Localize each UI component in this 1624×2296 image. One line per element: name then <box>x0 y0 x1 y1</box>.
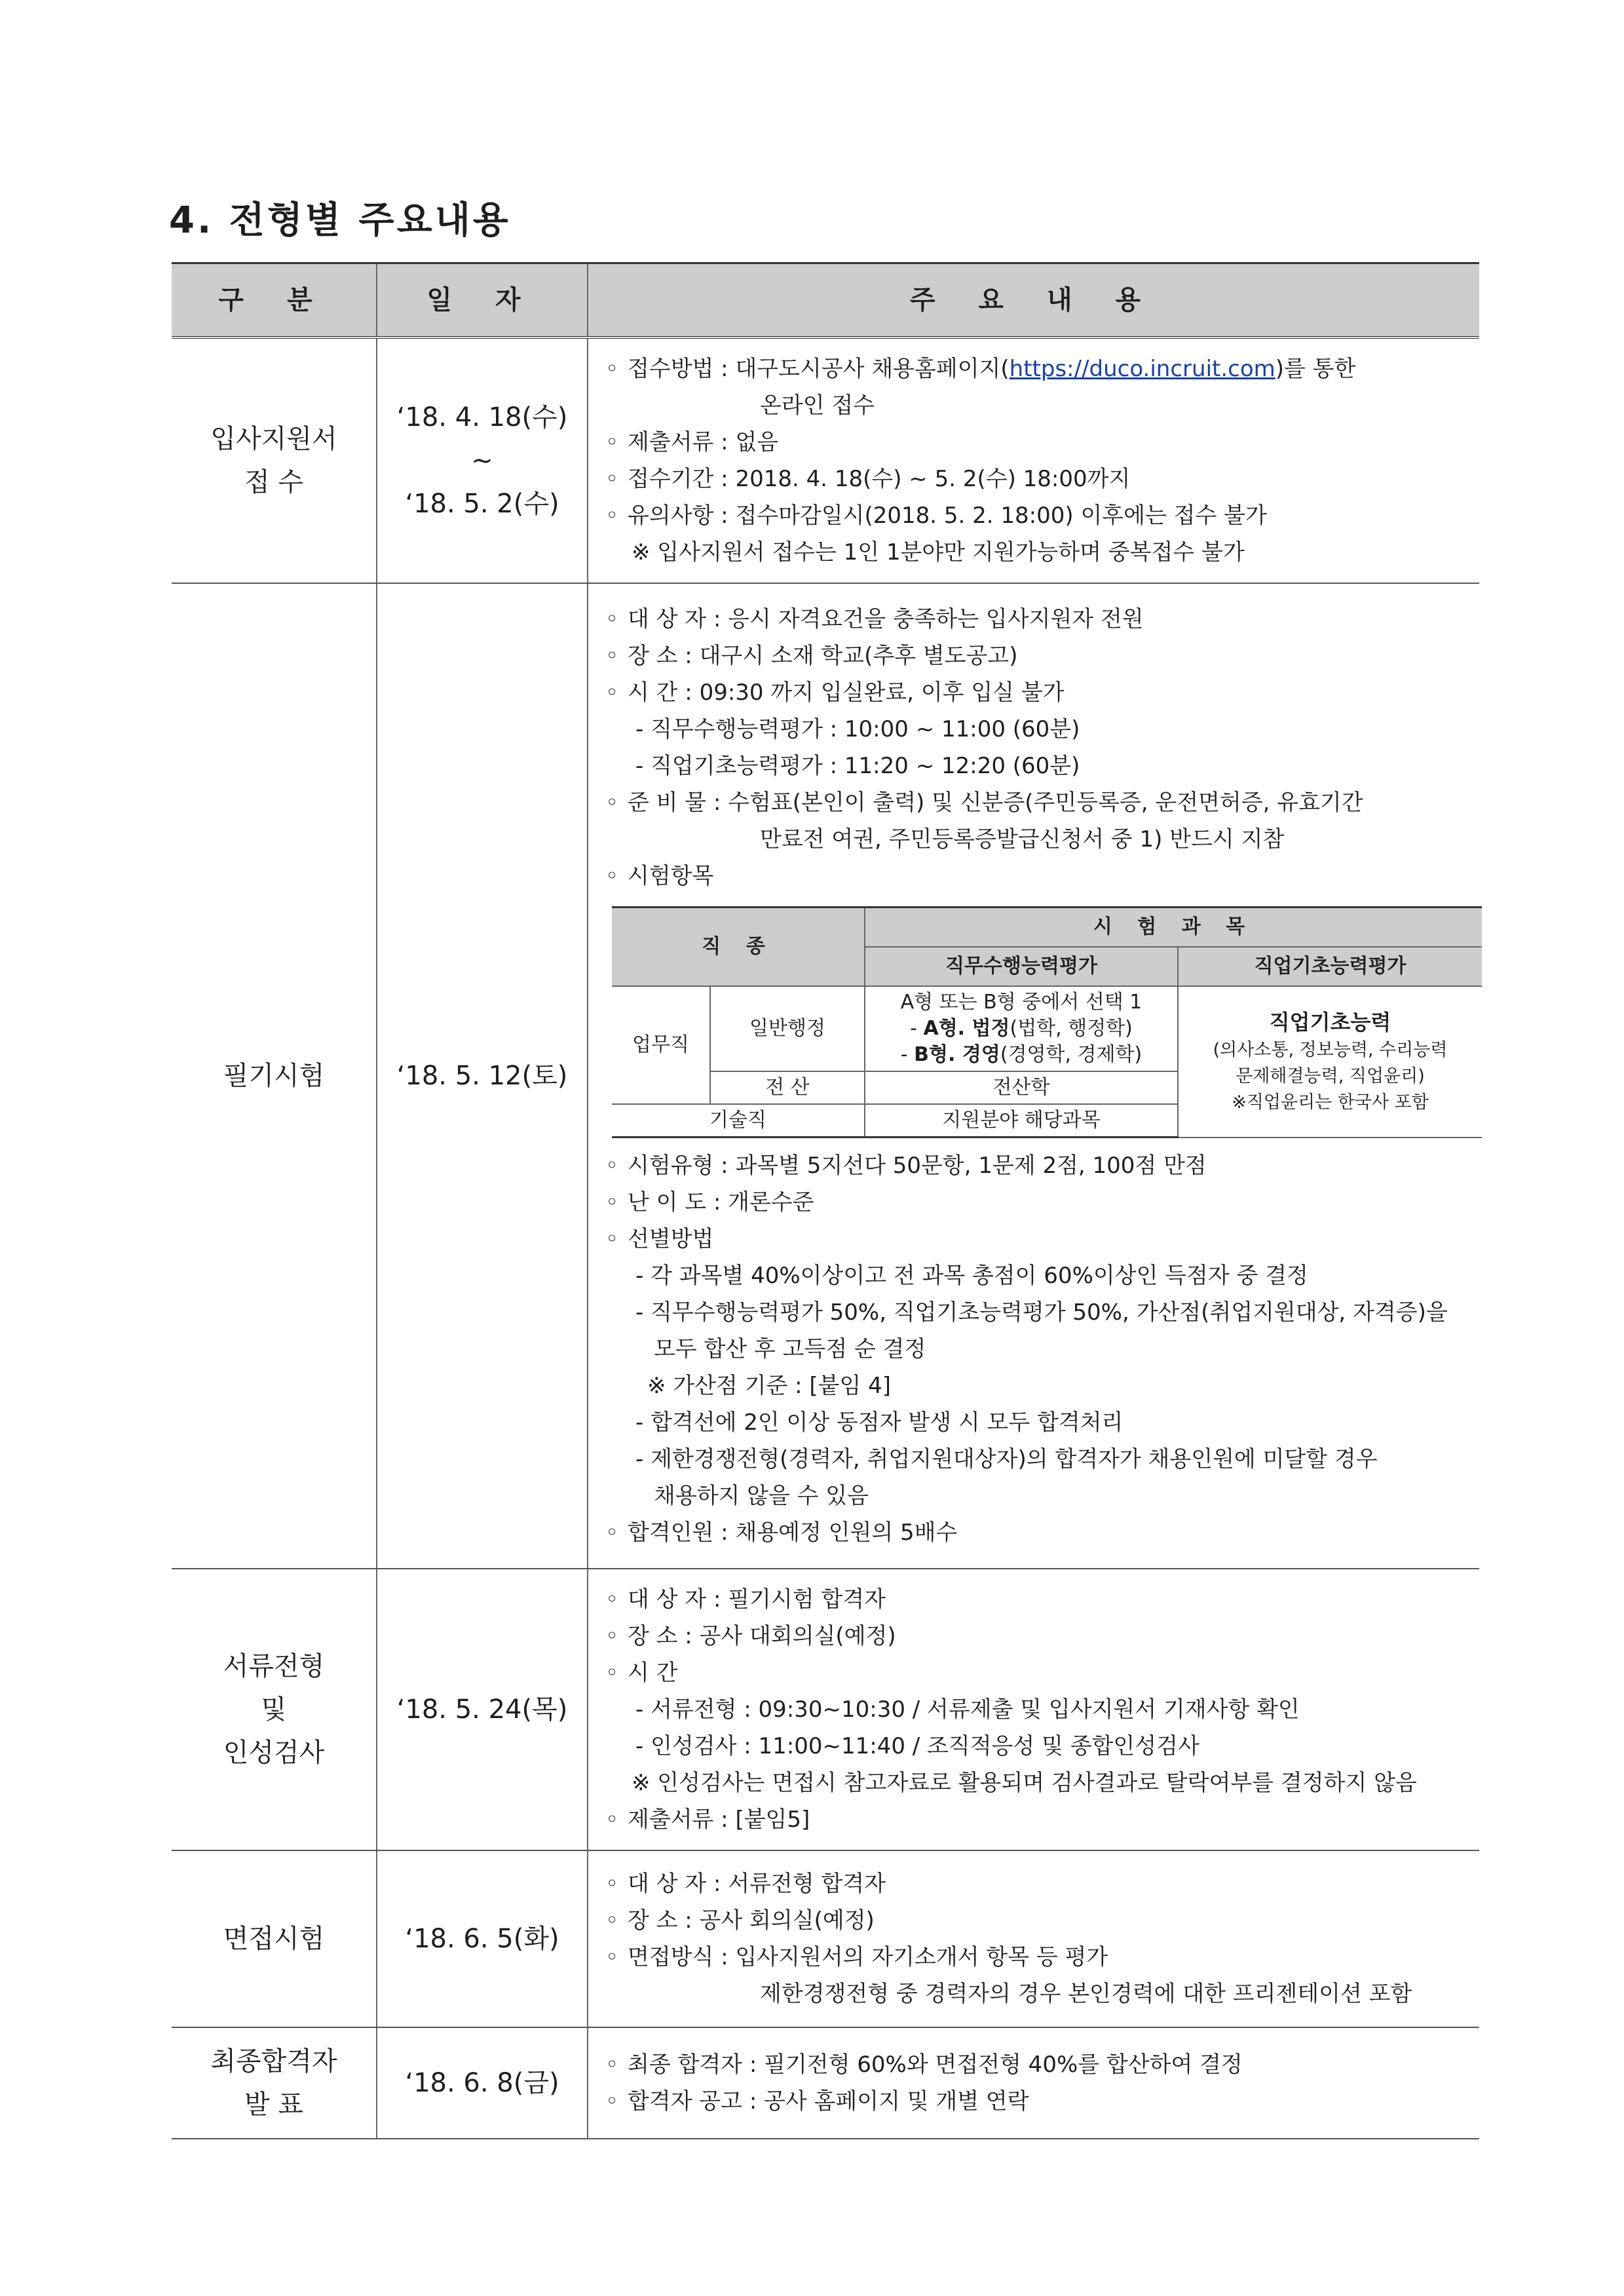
bullet-icon: ◦ <box>605 1871 619 1897</box>
exam-basic-title: 직업기초능력 <box>1269 1010 1391 1035</box>
date-text: ‘18. 5. 24(목) <box>396 1694 568 1725</box>
exam-type-b: B형. 경영 <box>914 1043 1000 1066</box>
exam-header-basic: 직업기초능력평가 <box>1178 947 1482 986</box>
content-line: 대 상 자 : 필기시험 합격자 <box>628 1586 886 1613</box>
category-text: 필기시험 <box>223 1061 325 1091</box>
bullet-icon: ◦ <box>605 1623 619 1649</box>
exam-computer-job: 전 산 <box>710 1071 865 1104</box>
content-line: 장 소 : 공사 대회의실(예정) <box>628 1623 896 1649</box>
date-text: ‘18. 6. 5(화) <box>405 1924 559 1954</box>
content-line: 최종 합격자 : 필기전형 60%와 면접전형 40%를 합산하여 결정 <box>628 2052 1243 2078</box>
bullet-icon: ◦ <box>605 679 619 706</box>
exam-type-b-detail: (경영학, 경제학) <box>1000 1043 1142 1066</box>
content-line: 제출서류 : [붙임5] <box>628 1807 810 1833</box>
bullet-icon: ◦ <box>605 1660 619 1686</box>
content-line: 채용하지 않을 수 있음 <box>654 1483 869 1509</box>
content-line: - 합격선에 2인 이상 동점자 발생 시 모두 합격처리 <box>635 1409 1124 1436</box>
bullet-icon: ◦ <box>605 1189 619 1215</box>
exam-general-subjects: A형 또는 B형 중에서 선택 1 - A형. 법정(법학, 행정학) - B형. 경영(경영학, 경제학) <box>865 986 1178 1071</box>
exam-header-duty: 직무수행능력평가 <box>865 947 1178 986</box>
exam-computer-subject: 전산학 <box>865 1071 1178 1104</box>
bullet-icon: ◦ <box>605 466 619 492</box>
date-cell <box>377 1569 588 1850</box>
content-line: 합격인원 : 채용예정 인원의 5배수 <box>628 1520 958 1546</box>
header-content: 주 요 내 용 <box>588 263 1479 338</box>
bullet-icon: ◦ <box>605 606 619 632</box>
bullet-icon: ◦ <box>605 1153 619 1179</box>
content-line: 면접방식 : 입사지원서의 자기소개서 항목 등 평가 <box>628 1944 1108 1970</box>
bullet-icon: ◦ <box>605 2052 619 2078</box>
category-cell <box>172 337 377 583</box>
content-line: 시험항목 <box>628 863 714 889</box>
category-text: 최종합격자 <box>210 2046 337 2076</box>
content-line: 유의사항 : 접수마감일시(2018. 5. 2. 18:00) 이후에는 접수 불가 <box>628 503 1267 529</box>
content-line: 시 간 <box>628 1660 678 1686</box>
category-text: 인성검사 <box>223 1738 325 1768</box>
exam-tech-subject: 지원분야 해당과목 <box>865 1104 1178 1138</box>
content-line: 장 소 : 공사 회의실(예정) <box>628 1907 875 1934</box>
table-header-row <box>172 263 1479 338</box>
bullet-icon: ◦ <box>605 790 619 816</box>
bullet-icon: ◦ <box>605 1907 619 1934</box>
exam-type-a-detail: (법학, 행정학) <box>1010 1017 1133 1040</box>
category-text: 서류전형 <box>223 1651 325 1681</box>
exam-basic-note: ※직업윤리는 한국사 포함 <box>1232 1092 1429 1113</box>
content-line: 난 이 도 : 개론수준 <box>628 1189 814 1215</box>
category-cell <box>172 2027 377 2139</box>
date-cell <box>377 2027 588 2139</box>
table-row-interview <box>172 1850 1479 2027</box>
note-line: ※ 인성검사는 면접시 참고자료로 활용되며 검사결과로 탈락여부를 결정하지 않음 <box>632 1770 1417 1796</box>
date-text: ~ <box>471 446 493 476</box>
header-date: 일 자 <box>377 263 588 338</box>
category-text: 면접시험 <box>223 1924 325 1954</box>
bullet-icon: ◦ <box>605 1520 619 1546</box>
bullet-icon: ◦ <box>605 863 619 889</box>
content-line: 합격자 공고 : 공사 홈페이지 및 개별 연락 <box>628 2088 1029 2114</box>
bullet-icon: ◦ <box>605 643 619 669</box>
note-line: ※ 가산점 기준 : [붙임 4] <box>647 1373 892 1399</box>
table-row-application <box>172 337 1479 583</box>
content-line: 접수방법 : 대구도시공사 채용홈페이지( <box>628 356 1010 382</box>
content-line: 시험유형 : 과목별 5지선다 50문항, 1문제 2점, 100점 만점 <box>628 1153 1207 1179</box>
exam-general-admin: 일반행정 <box>710 986 865 1071</box>
content-line: 접수기간 : 2018. 4. 18(수) ~ 5. 2(수) 18:00까지 <box>628 466 1131 492</box>
content-line: - 서류전형 : 09:30~10:30 / 서류제출 및 입사지원서 기재사항 확인 <box>635 1696 1300 1723</box>
content-line: 제출서류 : 없음 <box>628 429 779 455</box>
bullet-icon: ◦ <box>605 1586 619 1613</box>
content-line: 준 비 물 : 수험표(본인이 출력) 및 신분증(주민등록증, 운전면허증, 유효기간 <box>628 790 1363 816</box>
exam-basic-detail: (의사소통, 정보능력, 수리능력 <box>1213 1040 1448 1061</box>
exam-header-job: 직 종 <box>612 908 865 987</box>
date-cell <box>377 1850 588 2027</box>
content-cell <box>588 1569 1479 1850</box>
content-line: 만료전 여권, 주민등록증발급신청서 중 1) 반드시 지참 <box>760 826 1285 852</box>
table-row-final-announcement <box>172 2027 1479 2139</box>
exam-subjects-table <box>612 906 1482 1138</box>
exam-basic-detail: 문제해결능력, 직업윤리) <box>1236 1066 1425 1087</box>
homepage-link[interactable]: https://duco.incruit.com <box>1009 356 1275 382</box>
content-line: 모두 합산 후 고득점 순 결정 <box>654 1336 926 1362</box>
content-cell <box>588 1850 1479 2027</box>
exam-choice-text: A형 또는 B형 중에서 선택 1 <box>900 991 1142 1014</box>
content-cell <box>588 2027 1479 2139</box>
content-line: - 직업기초능력평가 : 11:20 ~ 12:20 (60분) <box>635 753 1080 779</box>
content-line: 장 소 : 대구시 소재 학교(추후 별도공고) <box>628 643 1018 669</box>
content-line: - 제한경쟁전형(경력자, 취업지원대상자)의 합격자가 채용인원에 미달할 경우 <box>635 1446 1378 1472</box>
bullet-icon: ◦ <box>605 1226 619 1252</box>
content-line: 대 상 자 : 서류전형 합격자 <box>628 1871 886 1897</box>
selection-schedule-table <box>172 262 1479 2139</box>
date-cell <box>377 583 588 1569</box>
content-cell <box>588 583 1479 1569</box>
content-line: - 각 과목별 40%이상이고 전 과목 총점이 60%이상인 득점자 중 결정 <box>635 1263 1308 1289</box>
note-line: ※ 입사지원서 접수는 1인 1분야만 지원가능하며 중복접수 불가 <box>632 539 1245 565</box>
exam-type-a: A형. 법정 <box>923 1017 1010 1040</box>
header-category: 구 분 <box>172 263 377 338</box>
exam-tech-job: 기술직 <box>612 1104 865 1138</box>
category-text: 입사지원서 <box>210 424 337 454</box>
bullet-icon: ◦ <box>605 429 619 455</box>
bullet-icon: ◦ <box>605 1944 619 1970</box>
date-text: ‘18. 5. 12(토) <box>396 1061 568 1091</box>
content-cell <box>588 337 1479 583</box>
content-line: 시 간 : 09:30 까지 입실완료, 이후 입실 불가 <box>628 679 1065 706</box>
bullet-icon: ◦ <box>605 503 619 529</box>
bullet-icon: ◦ <box>605 1807 619 1833</box>
bullet-icon: ◦ <box>605 2088 619 2114</box>
content-line: - 직무수행능력평가 : 10:00 ~ 11:00 (60분) <box>635 716 1080 742</box>
exam-office-job: 업무직 <box>612 986 710 1104</box>
bullet-icon: ◦ <box>605 356 619 382</box>
category-text: 발 표 <box>244 2090 303 2120</box>
content-line: 제한경쟁전형 중 경력자의 경우 본인경력에 대한 프리젠테이션 포함 <box>760 1981 1412 2007</box>
table-row-document-screening <box>172 1569 1479 1850</box>
date-text: ‘18. 4. 18(수) <box>396 402 568 432</box>
date-cell <box>377 337 588 583</box>
category-cell <box>172 1850 377 2027</box>
content-line: - 직무수행능력평가 50%, 직업기초능력평가 50%, 가산점(취업지원대상, 자격증)을 <box>635 1299 1448 1326</box>
content-line: 대 상 자 : 응시 자격요건을 충족하는 입사지원자 전원 <box>628 606 1144 632</box>
table-row-written-exam <box>172 583 1479 1569</box>
section-heading: 4. 전형별 주요내용 <box>169 199 511 242</box>
content-line: 온라인 접수 <box>760 392 875 419</box>
category-cell <box>172 583 377 1569</box>
exam-basic-ability <box>1178 986 1482 1138</box>
category-text: 접 수 <box>244 467 303 497</box>
category-text: 및 <box>261 1694 287 1725</box>
category-cell <box>172 1569 377 1850</box>
content-line: - 인성검사 : 11:00~11:40 / 조직적응성 및 종합인성검사 <box>635 1733 1199 1759</box>
content-line: 선별방법 <box>628 1226 714 1252</box>
content-line: )를 통한 <box>1275 356 1356 382</box>
exam-header-subjects: 시 험 과 목 <box>865 908 1482 947</box>
date-text: ‘18. 6. 8(금) <box>405 2068 559 2098</box>
date-text: ‘18. 5. 2(수) <box>405 489 559 519</box>
